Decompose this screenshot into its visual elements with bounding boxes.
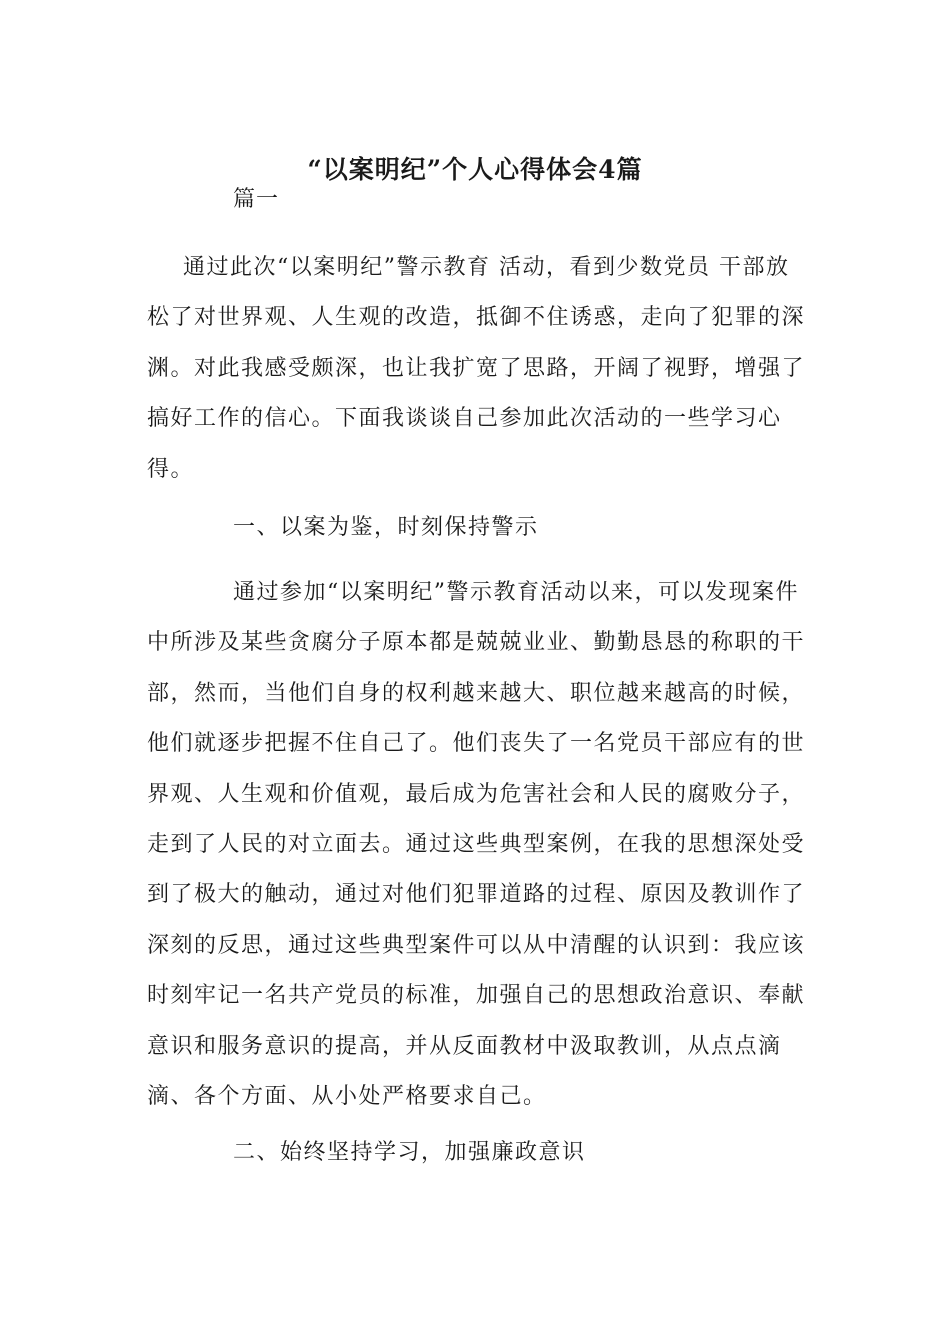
section-label: 篇一	[233, 187, 280, 212]
section-heading-1: 一、以案为鉴，时刻保持警示	[233, 515, 539, 540]
paragraph-intro: 通过此次“以案明纪”警示教育 活动，看到少数党员 干部放松了对世界观、人生观的改造，抵御不住诱惑，走向了犯罪的深渊。对此我感受颇深，也让我扩宽了思路，开阔了视野，增强了搞好工作的信心。下面我谈谈自己参加此次活动的一些学习心得。	[147, 255, 806, 482]
document-title: “以案明纪”个人心得体会4篇	[307, 154, 643, 184]
paragraph-section-1: 通过参加“以案明纪”警示教育活动以来，可以发现案件中所涉及某些贪腐分子原本都是兢兢业业、勤勤恳恳的称职的干部，然而，当他们自身的权利越来越大、职位越来越高的时候，他们就逐步把握不住自己了。他们丧失了一名党员干部应有的世界观、人生观和价值观，最后成为危害社会和人民的腐败分子，走到了人民的对立面去。通过这些典型案例，在我的思想深处受到了极大的触动，通过对他们犯罪道路的过程、原因及教训作了深刻的反思，通过这些典型案件可以从中清醒的认识到：我应该时刻牢记一名共产党员的标准，加强自己的思想政治意识、奉献意识和服务意识的提高，并从反面教材中汲取教训，从点点滴滴、各个方面、从小处严格要求自己。	[147, 580, 806, 1110]
section-heading-2: 二、始终坚持学习，加强廉政意识	[233, 1140, 586, 1165]
